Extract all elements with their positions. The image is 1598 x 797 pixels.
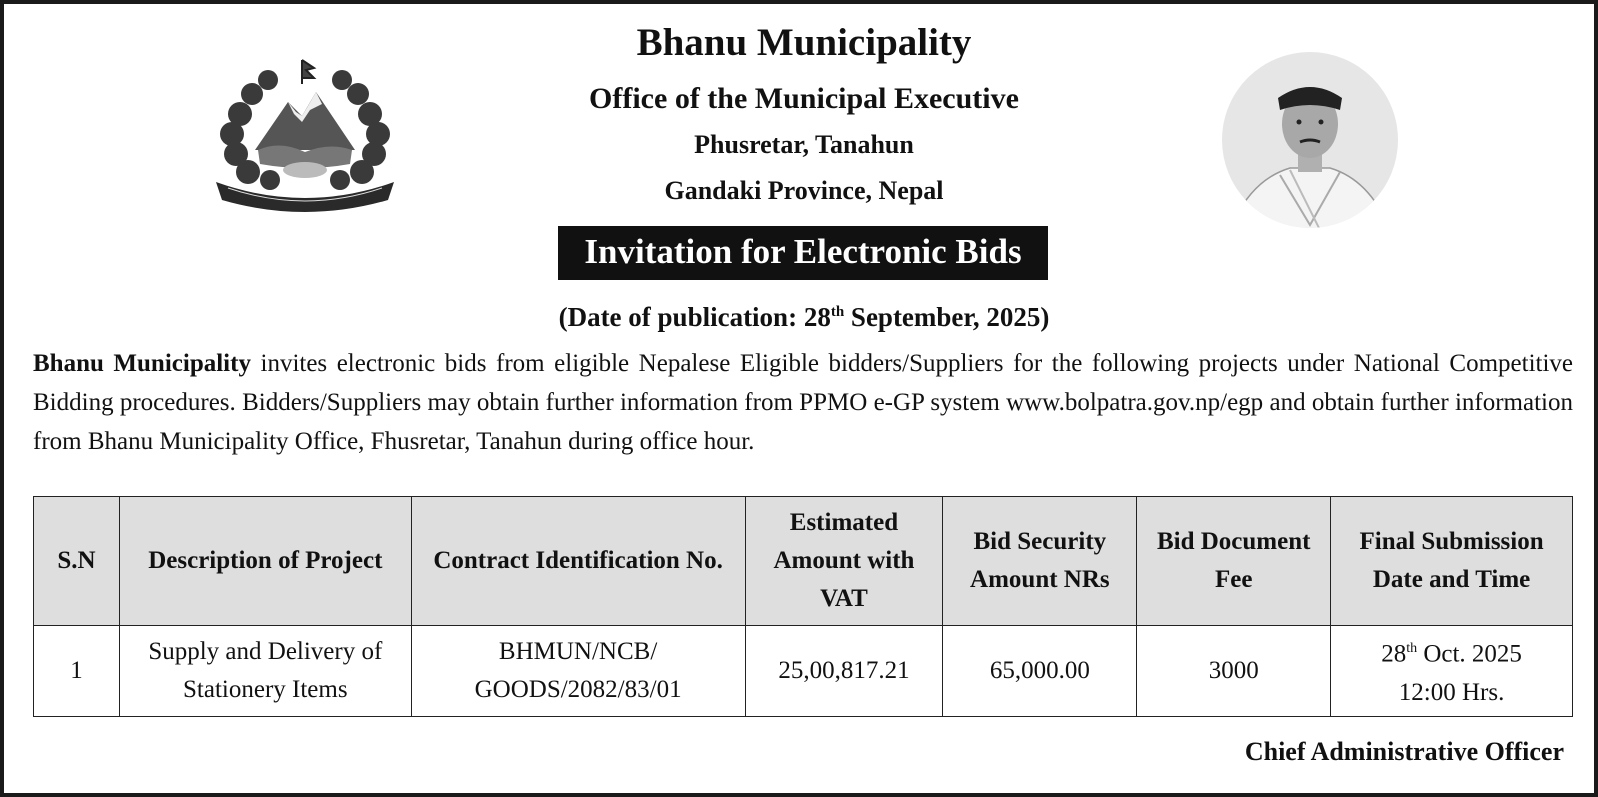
notice-banner-wrapper [4, 226, 1598, 280]
deadline-time: 12:00 Hrs. [1398, 678, 1505, 706]
cell-description: Supply and Delivery of Stationery Items [119, 626, 411, 717]
header-bid-fee: Bid Document Fee [1137, 497, 1331, 626]
cell-contract-id [411, 626, 745, 717]
table-row [34, 626, 1573, 717]
header-bid-security: Bid Security Amount NRs [943, 497, 1137, 626]
pubdate-prefix: (Date of publication: 28 [558, 302, 831, 332]
table-header-row [34, 497, 1573, 626]
page-title: Bhanu Municipality [636, 21, 972, 64]
header-estimated-amount: Estimated Amount with VAT [745, 497, 943, 626]
contract-id-line-2: GOODS/2082/83/01 [474, 676, 682, 703]
pubdate-suffix: September, 2025) [844, 302, 1050, 332]
portrait-icon [1220, 50, 1400, 230]
deadline-date: Oct. 2025 [1417, 640, 1522, 668]
bids-table [33, 496, 1573, 717]
cell-sn: 1 [34, 626, 120, 717]
address-line-1: Phusretar, Tanahun [694, 130, 914, 159]
header-description: Description of Project [119, 497, 411, 626]
signature: Chief Administrative Officer [1244, 737, 1564, 766]
notice-banner: Invitation for Electronic Bids [558, 226, 1047, 280]
header-contract-id: Contract Identification No. [411, 497, 745, 626]
intro-text: invites electronic bids from eligible Nepalese Eligible bidders/Suppliers for the following projects under National Competitive Bidding procedures. Bidders/Suppliers may obtain further information from PPMO e-GP system www.bolpatra.gov.np/egp and obtain further information from Bhanu Municipality Office, Fhusretar, Tanahun during office hour. [33, 350, 1573, 455]
deadline-sup: th [1406, 641, 1418, 657]
deadline-day: 28 [1381, 640, 1407, 668]
intro-paragraph [33, 344, 1573, 461]
header-sn: S.N [34, 497, 120, 626]
cell-bid-security: 65,000.00 [943, 626, 1137, 717]
cell-estimated-amount: 25,00,817.21 [745, 626, 943, 717]
intro-bold: Bhanu Municipality [33, 350, 251, 377]
address-line-2: Gandaki Province, Nepal [664, 176, 944, 205]
pubdate-sup: th [830, 304, 845, 320]
publication-date [304, 302, 1304, 333]
cell-bid-fee: 3000 [1137, 626, 1331, 717]
nepal-coat-of-arms-icon [210, 54, 400, 214]
header-deadline: Final Submission Date and Time [1331, 497, 1573, 626]
office-name: Office of the Municipal Executive [589, 82, 1019, 115]
cell-deadline [1331, 626, 1573, 717]
contract-id-line-1: BHMUN/NCB/ [498, 638, 658, 665]
